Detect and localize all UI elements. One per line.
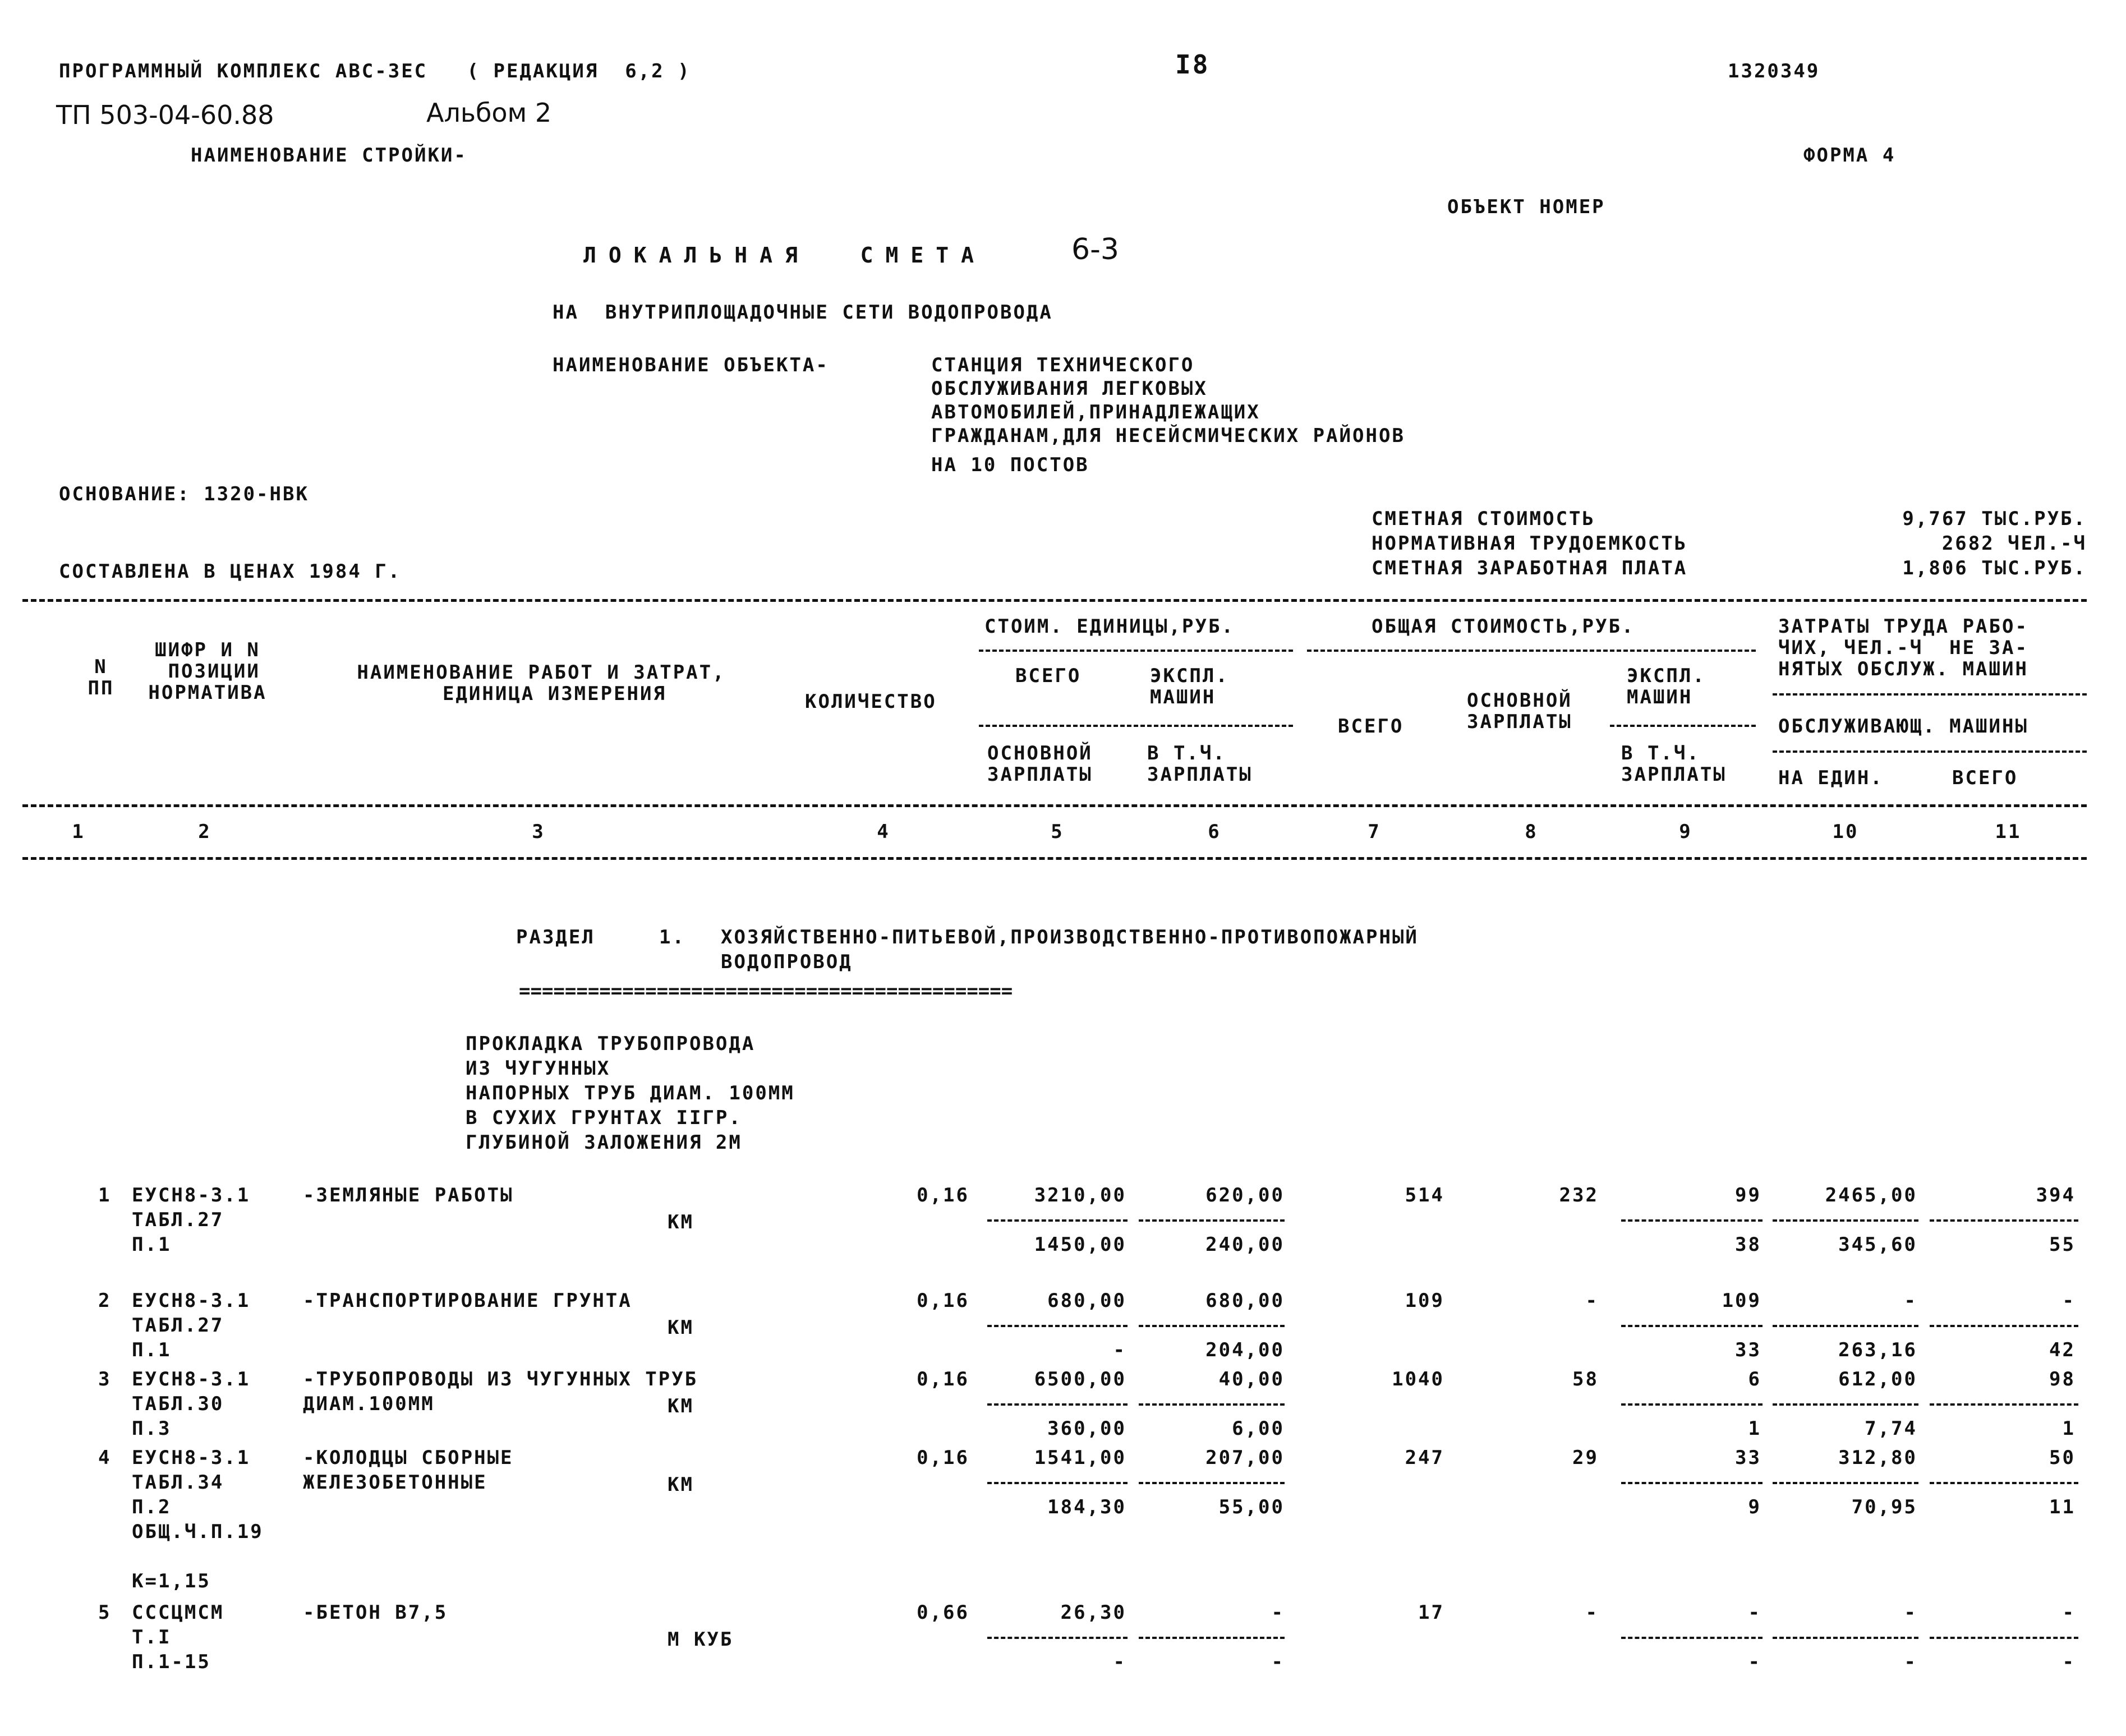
row-code: ТАБЛ.27 xyxy=(132,1209,224,1231)
per-unit-header: НА ЕДИН. xyxy=(1778,767,1884,789)
col-code-header: ШИФР И N ПОЗИЦИИ НОРМАТИВА xyxy=(148,639,267,704)
group-line: ПРОКЛАДКА ТРУБОПРОВОДА xyxy=(466,1033,756,1055)
row-total-wage: 58 xyxy=(1572,1368,1599,1390)
col-name-header: НАИМЕНОВАНИЕ РАБОТ И ЗАТРАТ, ЕДИНИЦА ИЗМЕРЕНИЯ xyxy=(357,661,726,705)
cell-rule xyxy=(1139,1219,1285,1222)
row-number: 1 xyxy=(98,1184,112,1207)
row-labor-machines-total: - xyxy=(2062,1651,2076,1673)
header-top-rule xyxy=(22,599,2087,602)
row-unit: КМ xyxy=(668,1211,694,1233)
total-incl-header: В Т.Ч. ЗАРПЛАТЫ xyxy=(1621,742,1727,786)
total-cost-rule xyxy=(1307,650,1756,652)
row-name: -ЗЕМЛЯНЫЕ РАБОТЫ xyxy=(303,1184,514,1207)
row-total-wage: 232 xyxy=(1559,1184,1599,1207)
prices-line: СОСТАВЛЕНА В ЦЕНАХ 1984 Г. xyxy=(59,560,402,583)
col-index: 11 xyxy=(1995,821,2022,843)
row-quantity: 0,16 xyxy=(917,1447,969,1469)
cell-rule xyxy=(1773,1482,1918,1484)
row-total-wage: - xyxy=(1585,1601,1599,1624)
row-total-incl-wage: 33 xyxy=(1735,1339,1761,1361)
col-index: 3 xyxy=(532,821,545,843)
row-labor-machines-total: 42 xyxy=(2049,1339,2076,1361)
row-unit-incl-wage: - xyxy=(1271,1651,1285,1673)
estimate-subject: НА ВНУТРИПЛОЩАДОЧНЫЕ СЕТИ ВОДОПРОВОДА xyxy=(553,301,1053,324)
row-code: К=1,15 xyxy=(132,1570,211,1592)
summary-cost-value: 9,767 ТЫС.РУБ. xyxy=(1902,508,2087,530)
row-total-machines: - xyxy=(1748,1601,1761,1624)
total-wage-header: ОСНОВНОЙ ЗАРПЛАТЫ xyxy=(1467,689,1572,733)
row-unit-machines: 40,00 xyxy=(1218,1368,1285,1390)
row-unit-wage: 1450,00 xyxy=(1034,1233,1126,1256)
row-code: ЕУСН8-3.1 xyxy=(132,1184,251,1207)
row-total: 1040 xyxy=(1392,1368,1444,1390)
object-number-label: ОБЪЕКТ НОМЕР xyxy=(1447,196,1605,218)
summary-wage-value: 1,806 ТЫС.РУБ. xyxy=(1902,557,2087,579)
row-unit-total: 1541,00 xyxy=(1034,1447,1126,1469)
row-total: 109 xyxy=(1405,1290,1444,1312)
object-name-line: ГРАЖДАНАМ,ДЛЯ НЕСЕЙСМИЧЕСКИХ РАЙОНОВ xyxy=(931,425,1405,447)
row-labor-machines-per-unit: 70,95 xyxy=(1851,1496,1917,1518)
unit-wage-header: ОСНОВНОЙ ЗАРПЛАТЫ xyxy=(987,742,1093,786)
row-total-wage: 29 xyxy=(1572,1447,1599,1469)
row-unit-machines: 680,00 xyxy=(1205,1290,1285,1312)
labor-total-header: ВСЕГО xyxy=(1952,767,2018,789)
row-labor-per-unit: - xyxy=(1904,1290,1917,1312)
row-labor-total: - xyxy=(2062,1601,2076,1624)
cell-rule xyxy=(1930,1325,2078,1327)
section-title-cont: ВОДОПРОВОД xyxy=(721,951,853,973)
row-total: 17 xyxy=(1418,1601,1444,1624)
cell-rule xyxy=(1773,1325,1918,1327)
row-name: ДИАМ.100ММ xyxy=(303,1393,435,1415)
total-cost-header: ОБЩАЯ СТОИМОСТЬ,РУБ. xyxy=(1372,615,1635,638)
header-mid-rule xyxy=(22,804,2087,807)
row-code: ЕУСН8-3.1 xyxy=(132,1368,251,1390)
row-unit-total: 3210,00 xyxy=(1034,1184,1126,1207)
unit-cost-rule xyxy=(979,650,1293,652)
col-index: 9 xyxy=(1679,821,1692,843)
row-labor-total: - xyxy=(2062,1290,2076,1312)
row-number: 2 xyxy=(98,1290,112,1312)
group-line: В СУХИХ ГРУНТАХ IIГР. xyxy=(466,1107,742,1129)
cell-rule xyxy=(1139,1482,1285,1484)
col-index: 1 xyxy=(72,821,85,843)
row-total-incl-wage: 9 xyxy=(1748,1496,1761,1518)
col-index: 8 xyxy=(1525,821,1538,843)
header-bottom-rule xyxy=(22,857,2087,860)
group-line: ИЗ ЧУГУННЫХ xyxy=(466,1057,611,1080)
row-total: 514 xyxy=(1405,1184,1444,1207)
summary-wage-label: СМЕТНАЯ ЗАРАБОТНАЯ ПЛАТА xyxy=(1372,557,1688,579)
unit-incl-header: В Т.Ч. ЗАРПЛАТЫ xyxy=(1147,742,1253,786)
row-labor-total: 50 xyxy=(2049,1447,2076,1469)
col-index: 6 xyxy=(1208,821,1221,843)
object-name-line: ОБСЛУЖИВАНИЯ ЛЕГКОВЫХ xyxy=(931,377,1208,400)
row-unit-wage: 184,30 xyxy=(1047,1496,1126,1518)
row-total-wage: - xyxy=(1585,1290,1599,1312)
album-label: Альбом 2 xyxy=(426,98,552,128)
row-unit-machines: - xyxy=(1271,1601,1285,1624)
row-code: П.1 xyxy=(132,1233,172,1256)
cell-rule xyxy=(1930,1403,2078,1406)
row-unit-wage: - xyxy=(1113,1651,1126,1673)
labor-header: ЗАТРАТЫ ТРУДА РАБО- ЧИХ, ЧЕЛ.-Ч НЕ ЗА- НЯТЫХ ОБСЛУЖ. МАШИН xyxy=(1778,615,2028,680)
project-code: ТП 503-04-60.88 xyxy=(56,100,274,130)
row-name: -ТРАНСПОРТИРОВАНИЕ ГРУНТА xyxy=(303,1290,632,1312)
row-total-incl-wage: 38 xyxy=(1735,1233,1761,1256)
row-total-machines: 109 xyxy=(1722,1290,1761,1312)
total-sub-rule xyxy=(1610,725,1756,727)
row-labor-total: 98 xyxy=(2049,1368,2076,1390)
document-number: 1320349 xyxy=(1728,60,1820,82)
row-number: 3 xyxy=(98,1368,112,1390)
col-index: 4 xyxy=(877,821,890,843)
form-label: ФОРМА 4 xyxy=(1803,144,1896,167)
basis-line: ОСНОВАНИЕ: 1320-НВК xyxy=(59,483,309,505)
row-total: 247 xyxy=(1405,1447,1444,1469)
row-labor-machines-total: 11 xyxy=(2049,1496,2076,1518)
program-line: ПРОГРАММНЫЙ КОМПЛЕКС АВС-ЗЕС ( РЕДАКЦИЯ 6,2 ) xyxy=(59,60,691,82)
col-index: 7 xyxy=(1368,821,1381,843)
cell-rule xyxy=(1139,1637,1285,1639)
row-unit-total: 6500,00 xyxy=(1034,1368,1126,1390)
row-labor-total: 394 xyxy=(2036,1184,2076,1207)
page-number: I8 xyxy=(1175,49,1210,80)
row-quantity: 0,16 xyxy=(917,1290,969,1312)
row-code: СССЦМСМ xyxy=(132,1601,224,1624)
row-labor-machines-total: 1 xyxy=(2062,1417,2076,1440)
summary-cost-label: СМЕТНАЯ СТОИМОСТЬ xyxy=(1372,508,1595,530)
row-code: Т.I xyxy=(132,1626,172,1648)
col-index: 10 xyxy=(1832,821,1859,843)
col-index: 2 xyxy=(198,821,211,843)
section-underline: =========================================== xyxy=(519,980,1013,1002)
row-number: 5 xyxy=(98,1601,112,1624)
construction-name-label: НАИМЕНОВАНИЕ СТРОЙКИ- xyxy=(191,144,467,167)
row-number: 4 xyxy=(98,1447,112,1469)
row-labor-machines-per-unit: 263,16 xyxy=(1838,1339,1917,1361)
row-unit-total: 680,00 xyxy=(1047,1290,1126,1312)
row-unit: КМ xyxy=(668,1395,694,1417)
row-name: -КОЛОДЦЫ СБОРНЫЕ xyxy=(303,1447,514,1469)
section-label: РАЗДЕЛ xyxy=(516,926,595,948)
row-code: ОБЩ.Ч.П.19 xyxy=(132,1521,264,1543)
row-total-machines: 6 xyxy=(1748,1368,1761,1390)
cell-rule xyxy=(1773,1637,1918,1639)
row-unit-total: 26,30 xyxy=(1060,1601,1126,1624)
row-code: П.2 xyxy=(132,1496,172,1518)
row-unit: КМ xyxy=(668,1473,694,1496)
unit-cost-header: СТОИМ. ЕДИНИЦЫ,РУБ. xyxy=(984,615,1235,638)
section-number: 1. xyxy=(659,926,685,948)
row-unit-incl-wage: 55,00 xyxy=(1218,1496,1285,1518)
cell-rule xyxy=(987,1325,1128,1327)
row-unit-incl-wage: 240,00 xyxy=(1205,1233,1285,1256)
cell-rule xyxy=(1139,1403,1285,1406)
estimate-number: 6-3 xyxy=(1071,233,1119,266)
row-name: -БЕТОН В7,5 xyxy=(303,1601,448,1624)
row-total-machines: 33 xyxy=(1735,1447,1761,1469)
row-labor-per-unit: 612,00 xyxy=(1838,1368,1917,1390)
cell-rule xyxy=(1930,1219,2078,1222)
row-quantity: 0,66 xyxy=(917,1601,969,1624)
row-unit-machines: 620,00 xyxy=(1205,1184,1285,1207)
cell-rule xyxy=(987,1637,1128,1639)
object-name-line: НА 10 ПОСТОВ xyxy=(931,454,1089,476)
row-labor-per-unit: - xyxy=(1904,1601,1917,1624)
row-labor-machines-per-unit: - xyxy=(1904,1651,1917,1673)
group-line: НАПОРНЫХ ТРУБ ДИАМ. 100ММ xyxy=(466,1082,795,1104)
row-name: ЖЕЛЕЗОБЕТОННЫЕ xyxy=(303,1471,487,1494)
row-name: -ТРУБОПРОВОДЫ ИЗ ЧУГУННЫХ ТРУБ xyxy=(303,1368,698,1390)
labor-sub-header: ОБСЛУЖИВАЮЩ. МАШИНЫ xyxy=(1778,715,2028,738)
cell-rule xyxy=(987,1219,1128,1222)
unit-total-header: ВСЕГО xyxy=(1015,665,1082,687)
row-labor-machines-per-unit: 345,60 xyxy=(1838,1233,1917,1256)
cell-rule xyxy=(1621,1482,1763,1484)
row-labor-per-unit: 312,80 xyxy=(1838,1447,1917,1469)
cell-rule xyxy=(1773,1403,1918,1406)
row-quantity: 0,16 xyxy=(917,1184,969,1207)
cell-rule xyxy=(1930,1637,2078,1639)
row-code: П.3 xyxy=(132,1417,172,1440)
total-all-header: ВСЕГО xyxy=(1338,715,1404,738)
row-labor-per-unit: 2465,00 xyxy=(1825,1184,1917,1207)
row-quantity: 0,16 xyxy=(917,1368,969,1390)
cell-rule xyxy=(1139,1325,1285,1327)
labor-sub-rule xyxy=(1773,750,2087,753)
unit-sub-rule xyxy=(979,725,1293,727)
object-name-line: АВТОМОБИЛЕЙ,ПРИНАДЛЕЖАЩИХ xyxy=(931,401,1260,423)
summary-labor-label: НОРМАТИВНАЯ ТРУДОЕМКОСТЬ xyxy=(1372,532,1688,555)
cell-rule xyxy=(1621,1325,1763,1327)
row-labor-machines-per-unit: 7,74 xyxy=(1865,1417,1917,1440)
row-code: ТАБЛ.27 xyxy=(132,1314,224,1337)
unit-machines-header: ЭКСПЛ. МАШИН xyxy=(1150,665,1229,708)
row-unit-wage: 360,00 xyxy=(1047,1417,1126,1440)
cell-rule xyxy=(1773,1219,1918,1222)
cell-rule xyxy=(1621,1637,1763,1639)
object-name-label: НАИМЕНОВАНИЕ ОБЪЕКТА- xyxy=(553,354,829,376)
row-code: П.1 xyxy=(132,1339,172,1361)
summary-labor-value: 2682 ЧЕЛ.-Ч xyxy=(1941,532,2087,555)
cell-rule xyxy=(987,1403,1128,1406)
row-unit: М КУБ xyxy=(668,1628,734,1651)
section-title: ХОЗЯЙСТВЕННО-ПИТЬЕВОЙ,ПРОИЗВОДСТВЕННО-ПРОТИВОПОЖАРНЫЙ xyxy=(721,926,1419,948)
labor-rule xyxy=(1773,693,2087,696)
row-unit-wage: - xyxy=(1113,1339,1126,1361)
total-machines-header: ЭКСПЛ. МАШИН xyxy=(1627,665,1706,708)
cell-rule xyxy=(1621,1403,1763,1406)
col-number-header: N ПП xyxy=(88,656,114,699)
row-code: ЕУСН8-3.1 xyxy=(132,1290,251,1312)
row-unit-incl-wage: 204,00 xyxy=(1205,1339,1285,1361)
row-code: П.1-15 xyxy=(132,1651,211,1673)
col-index: 5 xyxy=(1051,821,1064,843)
row-code: ТАБЛ.34 xyxy=(132,1471,224,1494)
row-labor-machines-total: 55 xyxy=(2049,1233,2076,1256)
row-code: ЕУСН8-3.1 xyxy=(132,1447,251,1469)
cell-rule xyxy=(1930,1482,2078,1484)
row-total-incl-wage: 1 xyxy=(1748,1417,1761,1440)
row-code: ТАБЛ.30 xyxy=(132,1393,224,1415)
row-total-incl-wage: - xyxy=(1748,1651,1761,1673)
col-quantity-header: КОЛИЧЕСТВО xyxy=(805,690,937,713)
cell-rule xyxy=(1621,1219,1763,1222)
object-name-line: СТАНЦИЯ ТЕХНИЧЕСКОГО xyxy=(931,354,1195,376)
row-unit: КМ xyxy=(668,1316,694,1339)
group-line: ГЛУБИНОЙ ЗАЛОЖЕНИЯ 2М xyxy=(466,1131,742,1154)
row-total-machines: 99 xyxy=(1735,1184,1761,1207)
cell-rule xyxy=(987,1482,1128,1484)
row-unit-incl-wage: 6,00 xyxy=(1232,1417,1285,1440)
row-unit-machines: 207,00 xyxy=(1205,1447,1285,1469)
estimate-title: ЛОКАЛЬНАЯ СМЕТА xyxy=(583,243,987,268)
